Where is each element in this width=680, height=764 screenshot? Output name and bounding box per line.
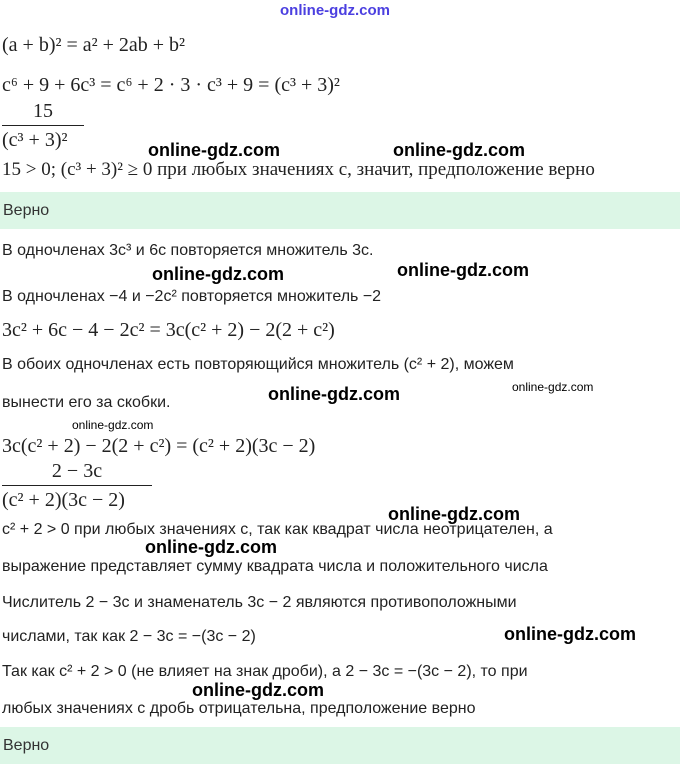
identity-line: (a + b)² = a² + 2ab + b²	[2, 34, 186, 56]
text-line: Числитель 2 − 3c и знаменатель 3c − 2 являются противоположными	[2, 594, 517, 611]
watermark: online-gdz.com	[388, 504, 520, 524]
fraction-numerator: 15	[33, 100, 53, 122]
watermark: online-gdz.com	[152, 264, 284, 284]
watermark: online-gdz.com	[512, 380, 594, 394]
fraction-numerator: 2 − 3c	[51, 460, 103, 482]
text-line: В одночленах 3c³ и 6c повторяется множитель 3c.	[2, 242, 374, 259]
fraction-denominator: (c³ + 3)²	[2, 129, 68, 151]
text-line: вынести его за скобки.	[2, 394, 171, 411]
watermark: online-gdz.com	[192, 680, 324, 700]
watermark: online-gdz.com	[72, 418, 154, 432]
watermark: online-gdz.com	[148, 140, 280, 160]
fraction-bar	[2, 125, 84, 126]
fraction-2	[2, 460, 152, 520]
fraction-bar	[2, 485, 152, 486]
text-line: любых значениях c дробь отрицательна, предположение верно	[2, 700, 476, 717]
conclusion-line: 15 > 0; (c³ + 3)² ≥ 0 при любых значениях c, значит, предположение верно	[2, 159, 595, 180]
text-line: В одночленах −4 и −2c² повторяется множитель −2	[2, 288, 382, 305]
fraction-1	[2, 100, 84, 160]
watermark: online-gdz.com	[145, 537, 277, 557]
text-line: c² + 2 > 0 при любых значениях c, так как квадрат числа неотрицателен, а	[2, 521, 553, 538]
grouping-line: 3c² + 6c − 4 − 2c² = 3c(c² + 2) − 2(2 + c²)	[2, 319, 335, 341]
text-line: числами, так как 2 − 3c = −(3c − 2)	[2, 628, 256, 645]
text-line: выражение представляет сумму квадрата числа и положительного числа	[2, 558, 548, 575]
watermark: online-gdz.com	[504, 624, 636, 644]
text-line: В обоих одночленах есть повторяющийся множитель (c² + 2), можем	[2, 356, 514, 373]
verdict-banner: Верно	[0, 192, 680, 229]
verdict-banner: Верно	[0, 727, 680, 764]
watermark: online-gdz.com	[397, 260, 529, 280]
expansion-line: c⁶ + 9 + 6c³ = c⁶ + 2 · 3 · c³ + 9 = (c³ + 3)²	[2, 74, 340, 96]
watermark-top[interactable]: online-gdz.com	[280, 2, 390, 19]
watermark: online-gdz.com	[393, 140, 525, 160]
text-line: Так как c² + 2 > 0 (не влияет на знак дроби), а 2 − 3c = −(3c − 2), то при	[2, 663, 528, 680]
factoring-line: 3c(c² + 2) − 2(2 + c²) = (c² + 2)(3c − 2)	[2, 435, 316, 457]
watermark: online-gdz.com	[268, 384, 400, 404]
fraction-denominator: (c² + 2)(3c − 2)	[2, 489, 125, 511]
